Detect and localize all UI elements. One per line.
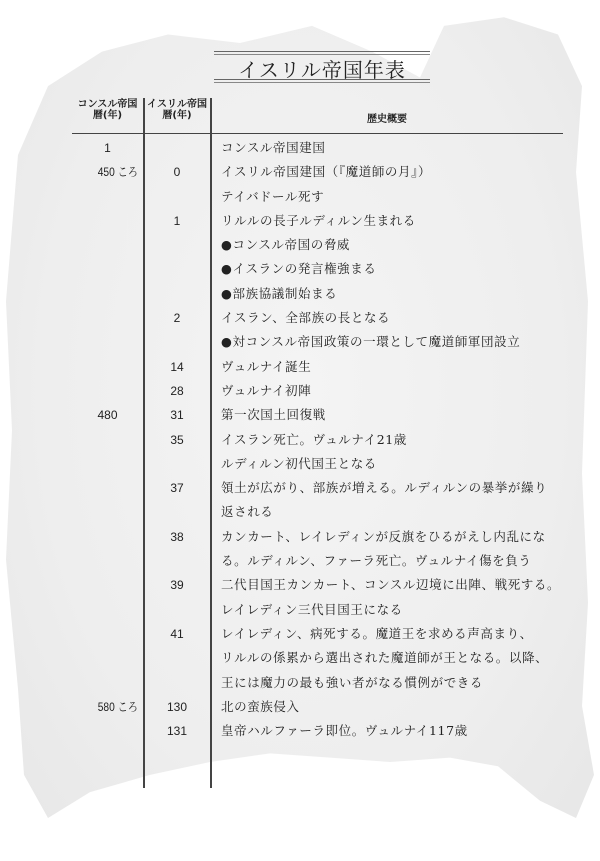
event-cell: リルルの長子ルディルン生まれる	[221, 212, 416, 228]
table-row	[72, 185, 563, 209]
event-cell: 返される	[221, 504, 274, 520]
table-row	[72, 646, 563, 670]
table-row	[72, 209, 563, 233]
isril-year-cell: 38	[170, 529, 184, 544]
isril-year-cell: 31	[170, 408, 184, 423]
header-isril-line2: 暦(年)	[162, 110, 192, 121]
page-title-block	[214, 51, 430, 83]
event-cell: ヴュルナイ初陣	[221, 382, 312, 398]
isril-year-cell: 28	[170, 383, 184, 398]
event-cell: る。ルディルン、ファーラ死亡。ヴュルナイ傷を負う	[221, 553, 532, 569]
table-row	[72, 500, 563, 524]
event-cell: 領土が広がり、部族が増える。ルディルンの暴挙が繰り	[221, 480, 548, 496]
table-row	[72, 549, 563, 573]
isril-year-cell: 37	[170, 481, 184, 496]
page-title: イスリル帝国年表	[238, 58, 406, 82]
table-header	[72, 98, 563, 134]
event-cell: ●対コンスル帝国政策の一環として魔道師軍団設立	[221, 334, 521, 350]
isril-year-cell: 2	[173, 311, 181, 326]
event-cell: イスラン、全部族の長となる	[221, 310, 391, 326]
table-row	[72, 452, 563, 476]
event-cell: 第一次国土回復戦	[221, 407, 326, 423]
consul-year-cell: 1	[104, 141, 111, 155]
table-row	[72, 428, 563, 452]
event-cell: レイレディン、病死する。魔道王を求める声高まり、	[221, 625, 533, 641]
table-row	[72, 525, 563, 549]
table-row	[72, 622, 563, 646]
table-row	[72, 671, 563, 695]
isril-year-cell: 0	[173, 165, 181, 180]
event-cell: イスラン死亡。ヴュルナイ21歳	[221, 431, 407, 447]
table-row	[72, 257, 563, 281]
isril-year-cell: 41	[170, 626, 184, 641]
event-cell: レイレディン三代目国王になる	[221, 601, 403, 617]
isril-year-cell: 131	[166, 724, 188, 739]
isril-year-cell: 39	[170, 578, 184, 593]
event-cell: テイバドール死す	[221, 188, 325, 204]
timeline-table	[72, 98, 563, 743]
consul-year-cell: 480	[97, 408, 118, 423]
table-row	[72, 403, 563, 427]
consul-year-cell: 580 ころ	[97, 699, 138, 714]
event-cell: ルディルン初代国王となる	[221, 455, 377, 471]
table-row	[72, 573, 563, 597]
table-row	[72, 136, 563, 160]
table-row	[72, 233, 563, 257]
event-cell: ヴュルナイ誕生	[221, 358, 312, 374]
consul-year-cell: 450 ころ	[97, 165, 138, 180]
event-cell: 二代目国王カンカート、コンスル辺境に出陣、戦死する。	[221, 577, 561, 593]
isril-year-cell: 35	[170, 432, 184, 447]
table-row	[72, 719, 563, 743]
header-consul-line2: 暦(年)	[92, 110, 123, 121]
event-cell: コンスル帝国建国	[221, 140, 326, 155]
table-row	[72, 282, 563, 306]
table-row	[72, 598, 563, 622]
event-cell: 北の蛮族侵入	[221, 698, 300, 714]
event-cell: リルルの係累から選出された魔道師が王となる。以降、	[221, 650, 549, 666]
event-cell: イスリル帝国建国（『魔道師の月』）	[221, 164, 432, 180]
table-row	[72, 306, 563, 330]
event-cell: 王には魔力の最も強い者がなる慣例ができる	[221, 674, 484, 690]
header-consul-calendar	[72, 99, 143, 121]
table-body	[72, 134, 563, 743]
event-cell: ●部族協議制始まる	[221, 285, 338, 301]
header-isril-calendar	[144, 99, 210, 121]
event-cell: ●イスランの発言権強まる	[221, 261, 377, 277]
table-row	[72, 476, 563, 500]
isril-year-cell: 1	[173, 213, 181, 228]
isril-year-cell: 14	[170, 359, 184, 374]
table-row	[72, 695, 563, 719]
table-row	[72, 355, 563, 379]
header-consul-line1: コンスル帝国	[77, 99, 138, 110]
isril-year-cell: 130	[166, 699, 188, 714]
table-row	[72, 330, 563, 354]
header-history-summary: 歴史概要	[367, 114, 407, 125]
title-rule-bottom	[214, 79, 430, 83]
event-cell: カンカート、レイレディンが反旗をひるがえし内乱にな	[221, 528, 546, 544]
table-row	[72, 160, 563, 184]
header-isril-line1: イスリル帝国	[147, 99, 207, 110]
table-row	[72, 379, 563, 403]
event-cell: 皇帝ハルファーラ即位。ヴュルナイ117歳	[221, 723, 468, 739]
event-cell: ●コンスル帝国の脅威	[221, 237, 351, 253]
